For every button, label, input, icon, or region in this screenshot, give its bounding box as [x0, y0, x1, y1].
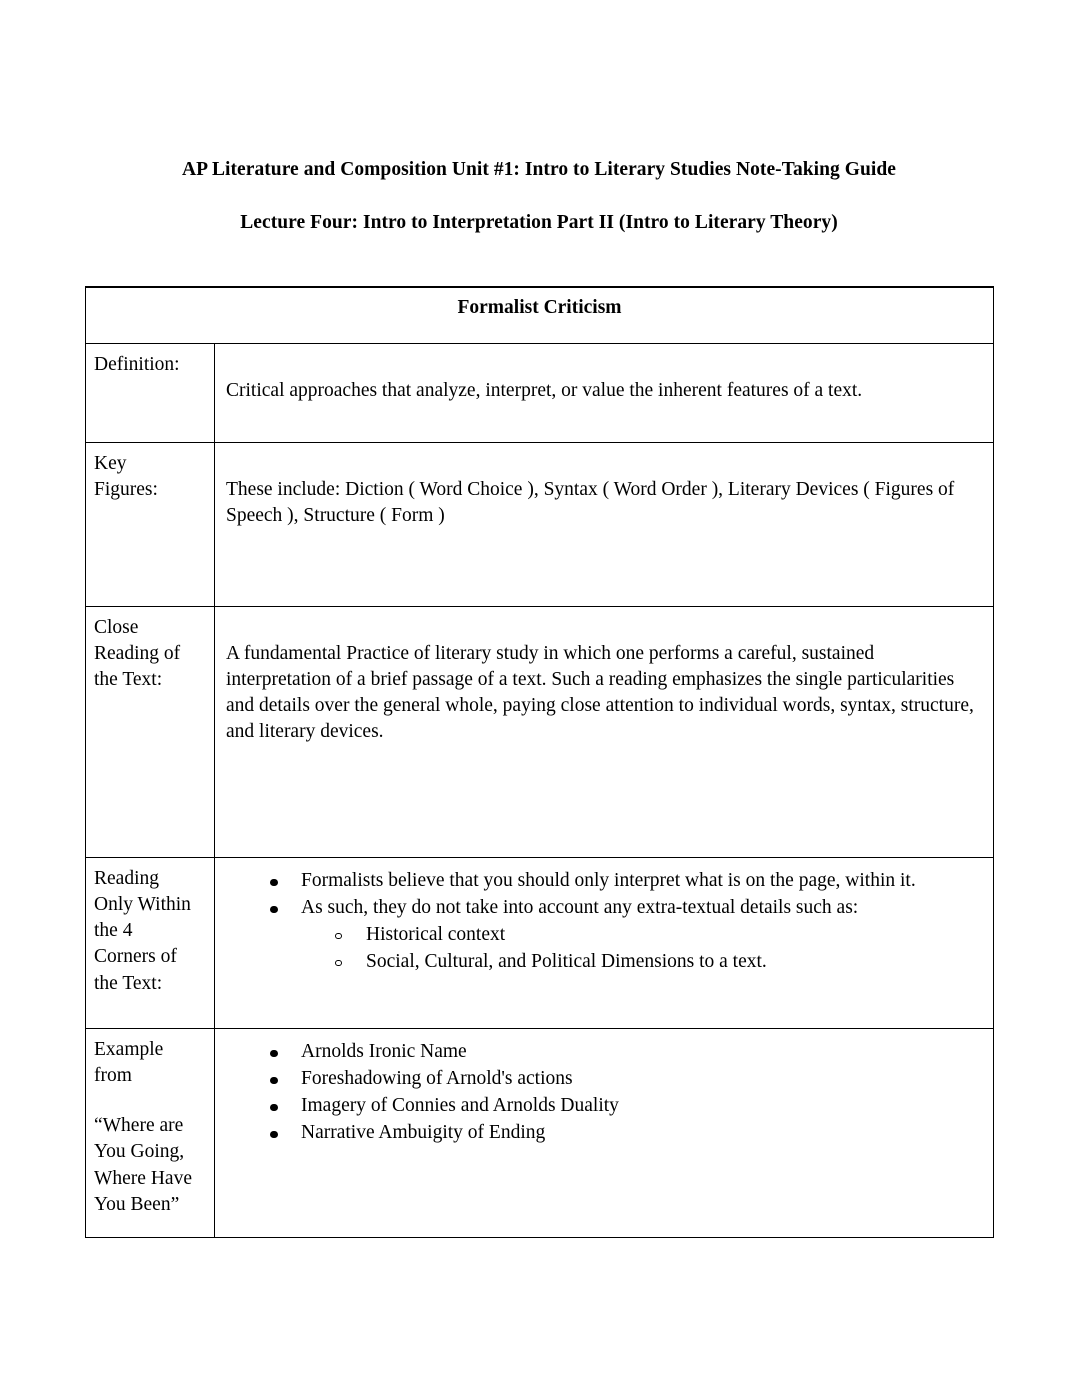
list-item	[270, 1093, 979, 1120]
document-subtitle: Lecture Four: Intro to Interpretation Part II (Intro to Literary Theory)	[240, 211, 838, 233]
row-body-definition	[215, 344, 994, 443]
table-row-key-figures	[86, 443, 994, 607]
table-header-formalist-criticism: Formalist Criticism	[86, 287, 994, 344]
label-line: Figures:	[94, 479, 158, 501]
row-label-example	[86, 1029, 215, 1238]
bullet-disc-icon	[270, 1050, 278, 1058]
label-line: Close	[94, 617, 139, 638]
label-line: Corners of	[94, 946, 177, 968]
definition-text: Critical approaches that analyze, interpret, or value the inherent features of a text.	[226, 380, 863, 401]
label-line: Key	[94, 453, 127, 474]
bullet-list	[226, 1039, 979, 1147]
blank-line	[226, 352, 979, 378]
list-item	[270, 1039, 979, 1066]
row-body-key-figures	[215, 443, 994, 607]
list-item	[270, 868, 979, 895]
list-item-label: Imagery of Connies and Arnolds Duality	[301, 1094, 619, 1116]
row-body-example	[215, 1029, 994, 1238]
list-item-label: Arnolds Ironic Name	[301, 1041, 467, 1062]
table-row-header	[86, 287, 994, 344]
bullet-disc-icon	[270, 1104, 278, 1112]
label-line: Only Within	[94, 894, 191, 916]
bullet-disc-icon	[270, 879, 278, 887]
list-item-label: Historical context	[366, 923, 506, 945]
label-line: Example	[94, 1039, 164, 1060]
close-reading-text: A fundamental Practice of literary study in which one performs a careful, sustained interpretation of a brief passage of a text. Such a reading emphasizes the single particularities and details over the general whole, paying close attention to individual words, syntax, structure, and literary devices.	[226, 643, 974, 743]
list-item	[270, 1066, 979, 1093]
label-line: You Going,	[94, 1141, 185, 1163]
list-item-label: Formalists believe that you should only interpret what is on the page, within it.	[301, 870, 916, 891]
table-row-definition	[86, 344, 994, 443]
label-line: from	[94, 1065, 132, 1087]
list-item	[270, 895, 979, 976]
bullet-circle-icon	[335, 960, 342, 967]
label-line: the Text:	[94, 972, 163, 994]
row-label-four-corners	[86, 858, 215, 1029]
list-item-label: Foreshadowing of Arnold's actions	[301, 1067, 573, 1089]
row-label-definition	[86, 344, 215, 443]
row-label-key-figures	[86, 443, 215, 607]
list-item-label: Social, Cultural, and Political Dimensions to a text.	[366, 950, 767, 972]
label-line: You Been”	[94, 1193, 180, 1215]
table-row-example	[86, 1029, 994, 1238]
bullet-disc-icon	[270, 906, 278, 914]
row-body-close-reading	[215, 607, 994, 858]
label-line: Reading of	[94, 643, 181, 665]
label-line: Reading	[94, 868, 159, 889]
document-title: AP Literature and Composition Unit #1: Intro to Literary Studies Note-Taking Guide	[182, 159, 896, 180]
bullet-disc-icon	[270, 1131, 278, 1139]
key-figures-text: These include: Diction ( Word Choice ), Syntax ( Word Order ), Literary Devices ( Figures of Speech ), Structure ( Form )	[226, 479, 955, 527]
blank-line	[226, 615, 979, 641]
label-spacer	[94, 1089, 208, 1113]
bullet-list	[226, 868, 979, 976]
blank-line	[226, 451, 979, 477]
row-body-four-corners	[215, 858, 994, 1029]
bullet-circle-icon	[335, 933, 342, 940]
row-label-close-reading	[86, 607, 215, 858]
sub-bullet-list	[301, 922, 979, 976]
document-headings	[85, 160, 993, 232]
list-item-label: As such, they do not take into account any extra-textual details such as:	[301, 896, 859, 918]
list-item	[270, 1120, 979, 1147]
label-line: the Text:	[94, 669, 163, 691]
label-line: “Where are	[94, 1115, 184, 1137]
list-item-label: Narrative Ambuigity of Ending	[301, 1121, 546, 1143]
note-taking-table	[85, 286, 994, 1238]
label-line: Where Have	[94, 1167, 192, 1189]
bullet-disc-icon	[270, 1077, 278, 1085]
label-line: the 4	[94, 920, 133, 942]
list-item	[335, 949, 979, 976]
label-line: Definition:	[94, 354, 180, 375]
table-row-close-reading	[86, 607, 994, 858]
list-item	[335, 922, 979, 949]
table-row-four-corners	[86, 858, 994, 1029]
